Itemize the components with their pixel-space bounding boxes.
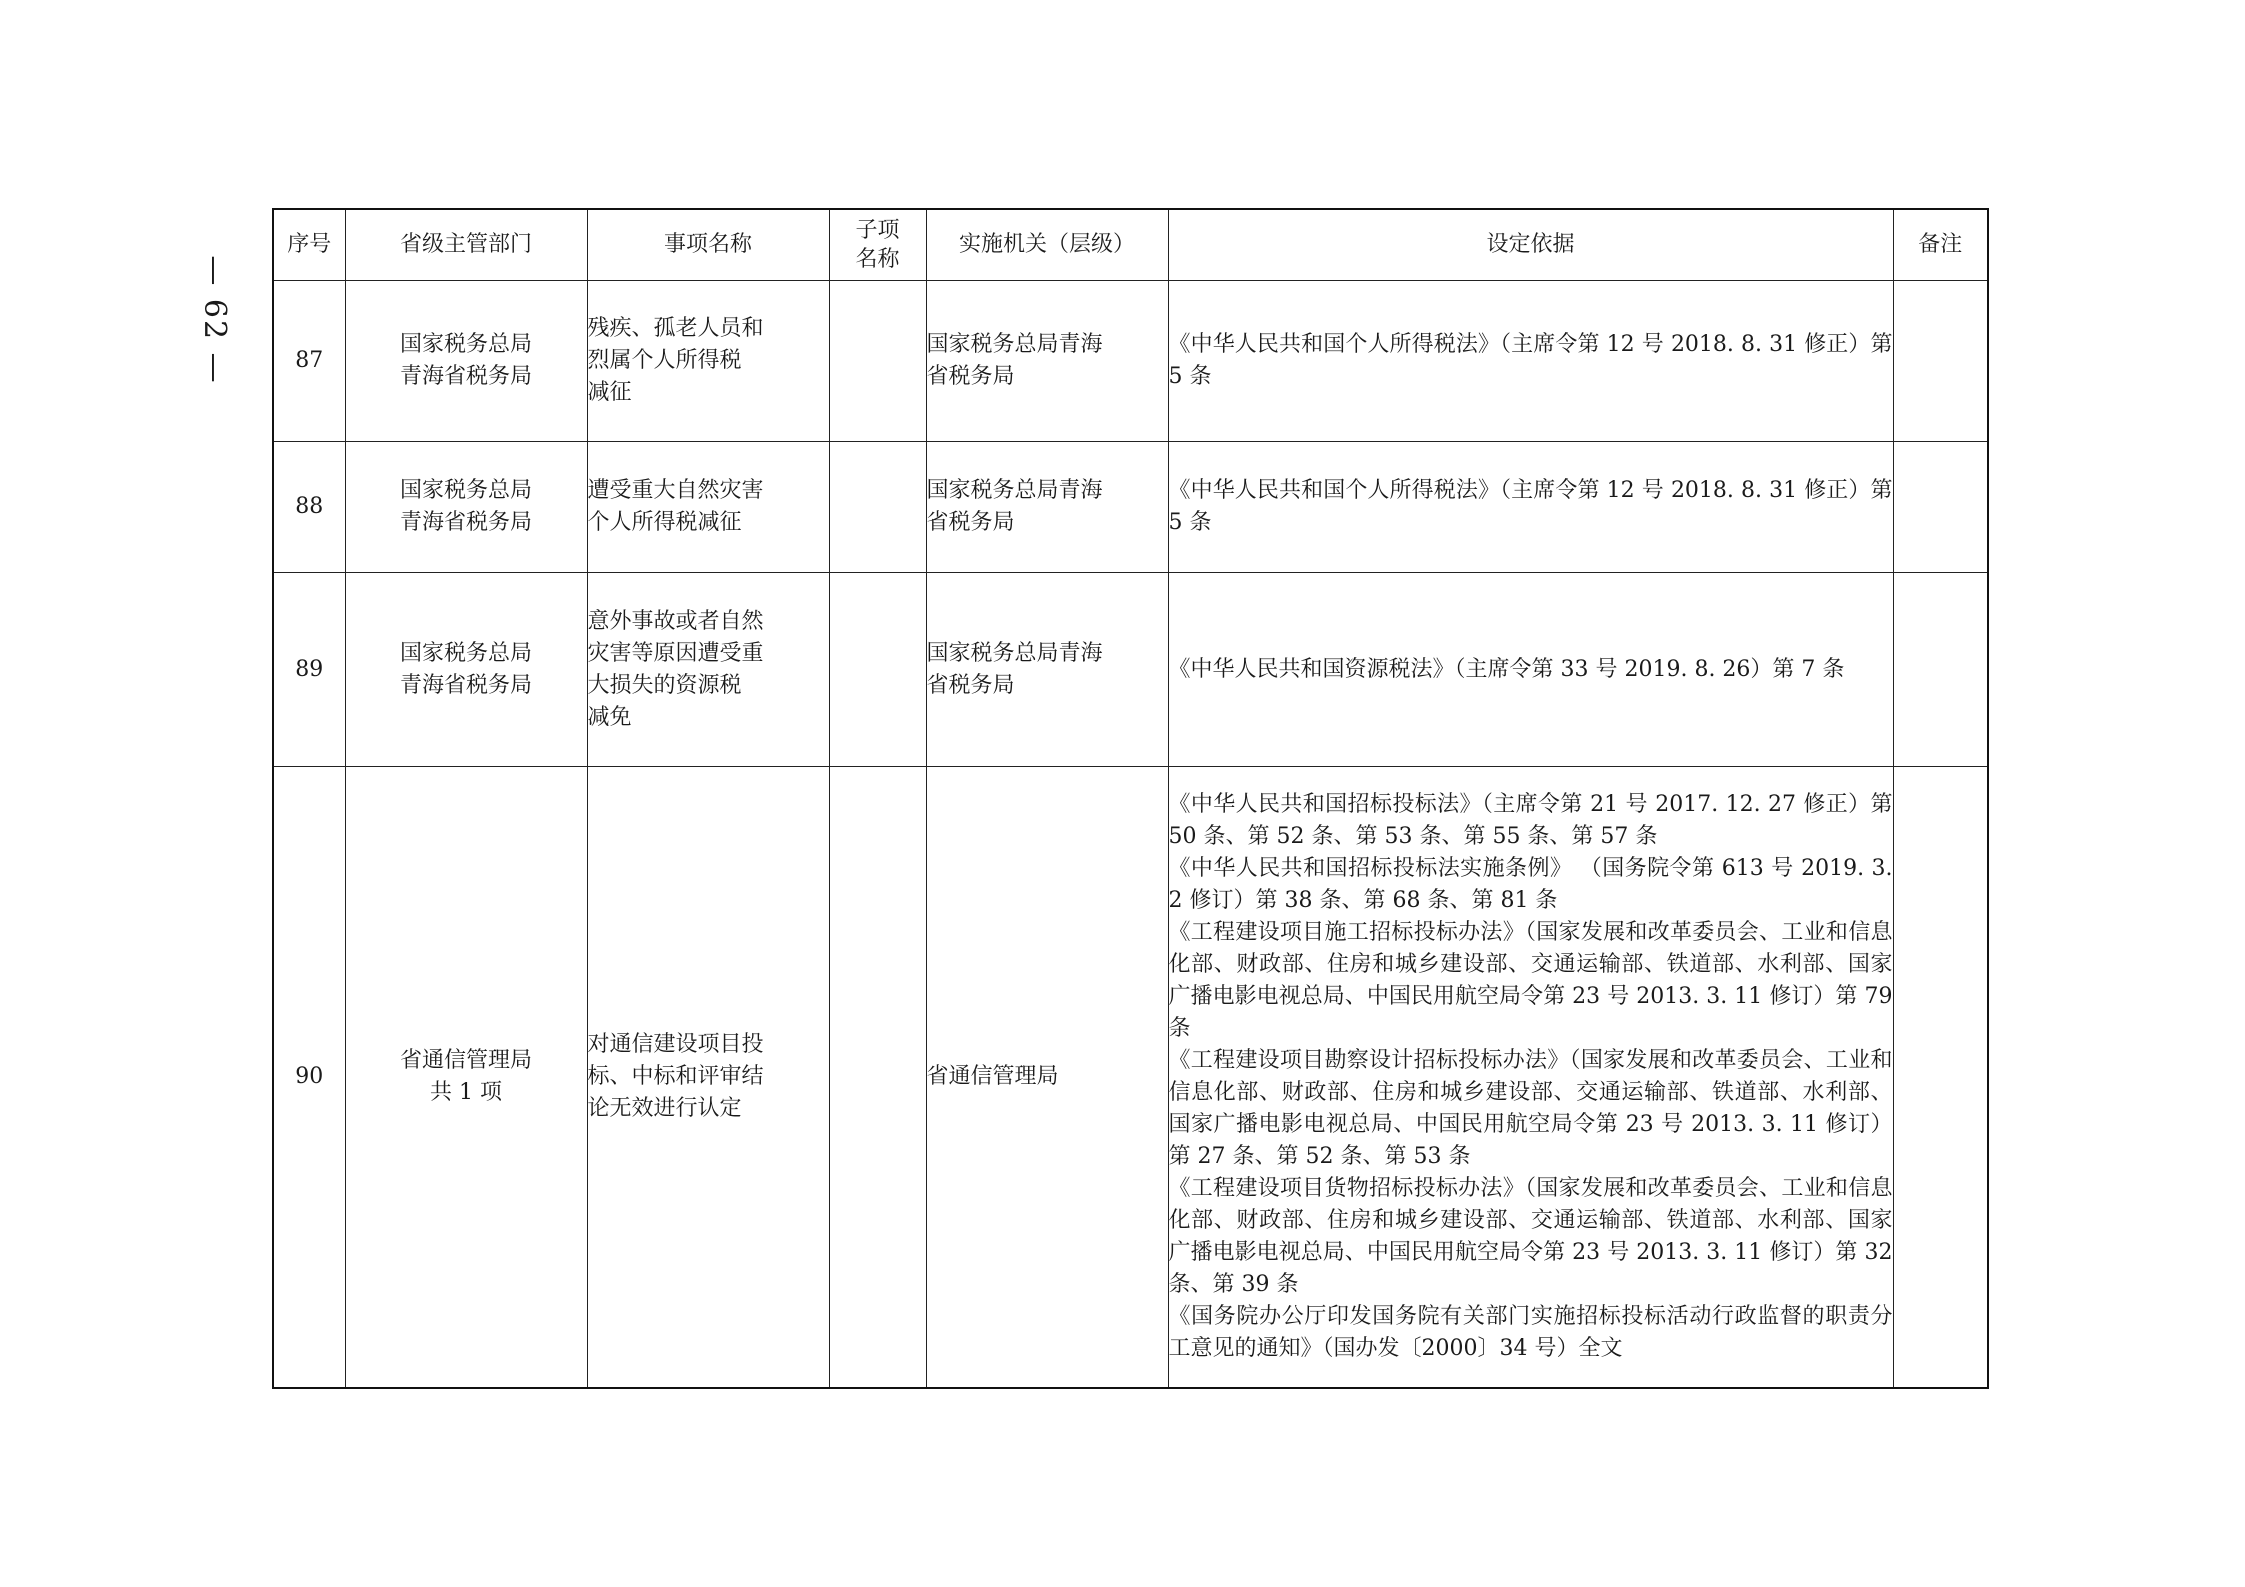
- header-subitem-line: 名称: [855, 247, 900, 272]
- cell-agency: [926, 281, 1168, 442]
- dept-line: 共 1 项: [430, 1080, 502, 1105]
- basis-paragraph: 《中华人民共和国招标投标法实施条例》 （国务院令第 613 号 2019. 3. 2 修订）第 38 条、第 68 条、第 81 条: [1168, 856, 1893, 913]
- cell-agency: [926, 767, 1168, 1389]
- agency-line: 省税务局: [926, 510, 1015, 535]
- cell-subitem: [829, 767, 926, 1389]
- agency-line: 省税务局: [926, 672, 1015, 698]
- dept-line: 省通信管理局: [399, 1048, 532, 1073]
- header-item: 事项名称: [587, 209, 829, 281]
- dept-line: 青海省税务局: [399, 364, 532, 389]
- cell-agency: [926, 442, 1168, 573]
- cell-remark: [1893, 573, 1988, 767]
- cell-subitem: [829, 281, 926, 442]
- agency-line: 省税务局: [926, 364, 1015, 389]
- cell-item: [587, 281, 829, 442]
- basis-paragraph: 《工程建设项目货物招标投标办法》（国家发展和改革委员会、工业和信息化部、财政部、住房和城乡建设部、交通运输部、铁道部、水利部、国家广播电影电视总局、中国民用航空局令第 23 号 2013. 3. 11 修订）第 32 条、第 39 条: [1168, 1176, 1893, 1297]
- agency-line: 省通信管理局: [926, 1064, 1059, 1089]
- header-agency: 实施机关（层级）: [926, 209, 1168, 281]
- cell-basis: [1168, 573, 1893, 767]
- item-line: 大损失的资源税: [587, 672, 742, 698]
- header-basis: 设定依据: [1168, 209, 1893, 281]
- table-header-row: [273, 209, 1988, 281]
- page-number: — 62 —: [197, 255, 233, 385]
- agency-line: 国家税务总局青海: [926, 332, 1103, 357]
- cell-item: [587, 442, 829, 573]
- cell-seq: 89: [273, 573, 345, 767]
- cell-dept: [345, 442, 587, 573]
- table-row: [273, 442, 1988, 573]
- item-line: 灾害等原因遭受重: [587, 640, 764, 666]
- basis-paragraph: 《中华人民共和国个人所得税法》（主席令第 12 号 2018. 8. 31 修正）第 5 条: [1168, 332, 1893, 389]
- cell-agency: [926, 573, 1168, 767]
- item-line: 烈属个人所得税: [587, 348, 742, 373]
- dept-line: 青海省税务局: [399, 672, 532, 698]
- table-row: [273, 573, 1988, 767]
- item-line: 遭受重大自然灾害: [587, 478, 764, 503]
- item-line: 减免: [587, 704, 632, 730]
- basis-paragraph: 《中华人民共和国个人所得税法》（主席令第 12 号 2018. 8. 31 修正）第 5 条: [1168, 478, 1893, 535]
- header-remark: 备注: [1893, 209, 1988, 281]
- basis-paragraph: 《国务院办公厅印发国务院有关部门实施招标投标活动行政监督的职责分工意见的通知》（国办发〔2000〕34 号）全文: [1168, 1304, 1893, 1361]
- agency-line: 国家税务总局青海: [926, 640, 1103, 666]
- cell-remark: [1893, 281, 1988, 442]
- dept-line: 国家税务总局: [399, 332, 532, 357]
- cell-dept: [345, 767, 587, 1389]
- basis-paragraph: 《中华人民共和国招标投标法》（主席令第 21 号 2017. 12. 27 修正）第 50 条、第 52 条、第 53 条、第 55 条、第 57 条: [1168, 792, 1893, 849]
- item-line: 个人所得税减征: [587, 510, 742, 535]
- dept-line: 国家税务总局: [399, 478, 532, 503]
- cell-remark: [1893, 442, 1988, 573]
- cell-seq: 87: [273, 281, 345, 442]
- item-line: 残疾、孤老人员和: [587, 316, 764, 341]
- cell-basis: [1168, 442, 1893, 573]
- cell-item: [587, 767, 829, 1389]
- item-line: 对通信建设项目投: [587, 1032, 764, 1057]
- header-subitem-line: 子项: [855, 218, 900, 243]
- basis-paragraph: 《中华人民共和国资源税法》（主席令第 33 号 2019. 8. 26）第 7 条: [1168, 656, 1845, 682]
- item-line: 减征: [587, 380, 632, 405]
- item-line: 标、中标和评审结: [587, 1064, 764, 1089]
- basis-paragraph: 《工程建设项目勘察设计招标投标办法》（国家发展和改革委员会、工业和信息化部、财政部、住房和城乡建设部、交通运输部、铁道部、水利部、国家广播电影电视总局、中国民用航空局令第 23 号 2013. 3. 11 修订）第 27 条、第 52 条、第 53 条: [1168, 1048, 1893, 1169]
- items-table: [272, 208, 1989, 1389]
- cell-subitem: [829, 573, 926, 767]
- dept-line: 青海省税务局: [399, 510, 532, 535]
- header-seq: 序号: [273, 209, 345, 281]
- cell-seq: 88: [273, 442, 345, 573]
- item-line: 论无效进行认定: [587, 1096, 742, 1121]
- cell-basis: [1168, 767, 1893, 1389]
- cell-subitem: [829, 442, 926, 573]
- cell-basis: [1168, 281, 1893, 442]
- cell-item: [587, 573, 829, 767]
- dept-line: 国家税务总局: [399, 640, 532, 666]
- table-row: [273, 281, 1988, 442]
- cell-dept: [345, 281, 587, 442]
- cell-remark: [1893, 767, 1988, 1389]
- header-subitem: [829, 209, 926, 281]
- table-row: [273, 767, 1988, 1389]
- header-dept: 省级主管部门: [345, 209, 587, 281]
- cell-seq: 90: [273, 767, 345, 1389]
- agency-line: 国家税务总局青海: [926, 478, 1103, 503]
- cell-dept: [345, 573, 587, 767]
- item-line: 意外事故或者自然: [587, 608, 764, 634]
- basis-paragraph: 《工程建设项目施工招标投标办法》（国家发展和改革委员会、工业和信息化部、财政部、住房和城乡建设部、交通运输部、铁道部、水利部、国家广播电影电视总局、中国民用航空局令第 23 号 2013. 3. 11 修订）第 79 条: [1168, 920, 1893, 1041]
